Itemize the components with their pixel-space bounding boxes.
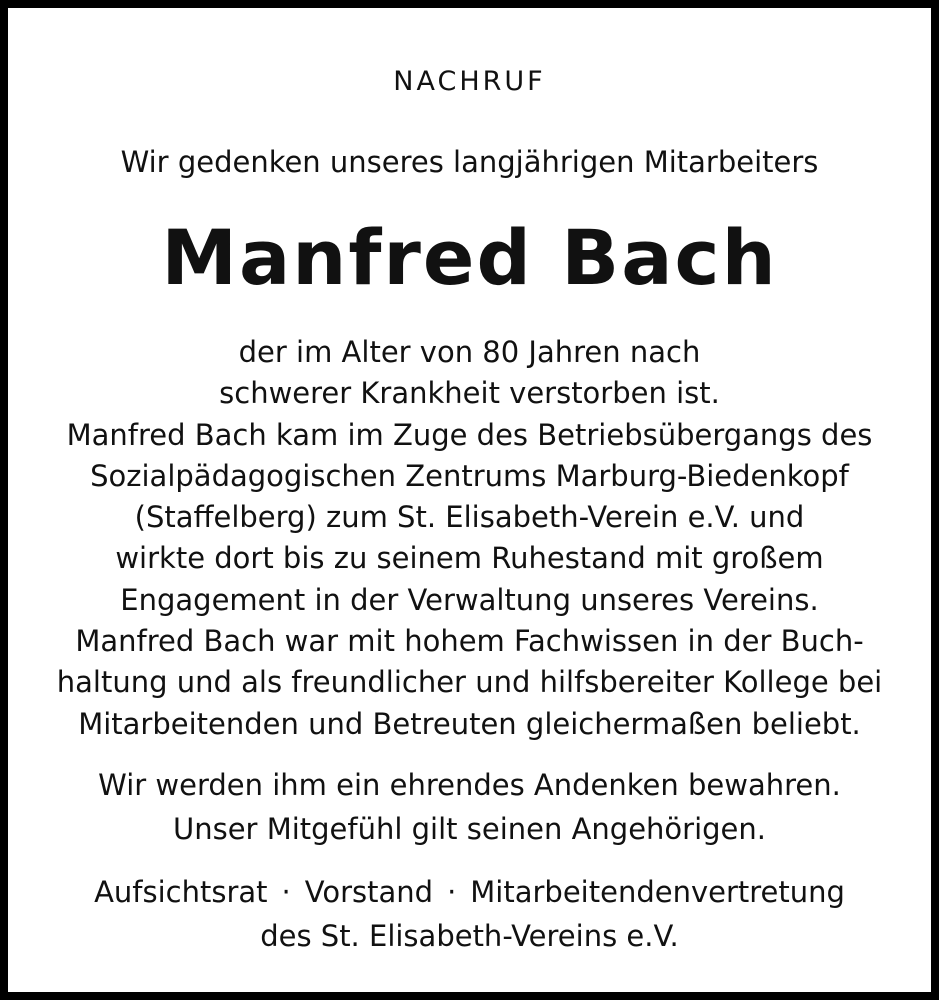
closing-text bbox=[8, 763, 931, 851]
body-line: Manfred Bach kam im Zuge des Betriebsübergangs des bbox=[66, 417, 873, 452]
body-line: Engagement in der Verwaltung unseres Vereins. bbox=[120, 582, 819, 617]
signatory-employee-representation: Mitarbeitendenvertretung bbox=[470, 875, 845, 909]
signatory-bodies bbox=[8, 870, 931, 914]
notice-heading: NACHRUF bbox=[393, 66, 546, 97]
closing-line: Unser Mitgefühl gilt seinen Angehörigen. bbox=[173, 812, 766, 846]
body-line: wirkte dort bis zu seinem Ruhestand mit großem bbox=[115, 541, 824, 576]
intro-text: Wir gedenken unseres langjährigen Mitarbeiters bbox=[120, 145, 819, 179]
obituary-body bbox=[8, 332, 931, 745]
signatory-executive-board: Vorstand bbox=[304, 875, 434, 909]
deceased-name: Manfred Bach bbox=[161, 213, 778, 302]
signature-block bbox=[8, 870, 931, 958]
signatory-organization: des St. Elisabeth-Vereins e.V. bbox=[260, 919, 679, 953]
body-line: (Staffelberg) zum St. Elisabeth-Verein e.V. und bbox=[134, 500, 805, 535]
separator-dot: · bbox=[281, 875, 291, 909]
body-line: der im Alter von 80 Jahren nach bbox=[238, 335, 701, 369]
signatory-supervisory-board: Aufsichtsrat bbox=[94, 875, 268, 909]
body-line: Sozialpädagogischen Zentrums Marburg-Biedenkopf bbox=[90, 458, 849, 493]
body-line: Mitarbeitenden und Betreuten gleichermaßen beliebt. bbox=[78, 706, 861, 741]
body-line: schwerer Krankheit verstorben ist. bbox=[219, 376, 720, 411]
body-line: Manfred Bach war mit hohem Fachwissen in der Buch- bbox=[75, 624, 864, 659]
body-line: haltung und als freundlicher und hilfsbereiter Kollege bei bbox=[56, 665, 883, 700]
closing-line: Wir werden ihm ein ehrendes Andenken bewahren. bbox=[98, 768, 841, 802]
separator-dot: · bbox=[447, 875, 457, 909]
